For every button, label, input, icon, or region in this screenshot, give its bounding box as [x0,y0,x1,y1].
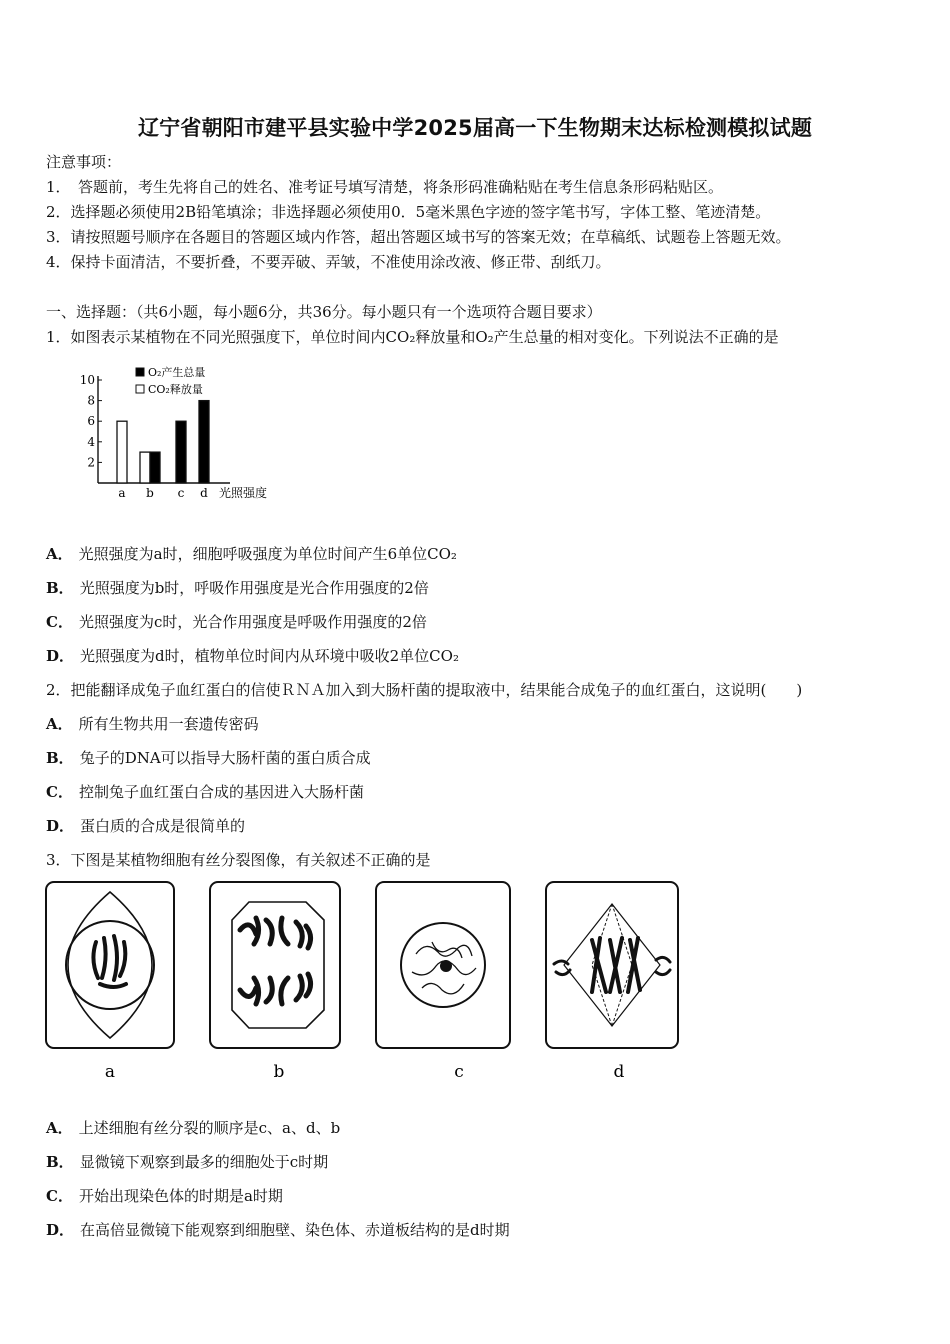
bar-o2-b [150,452,160,483]
q2-option-c: C． 控制兔子血红蛋白合成的基因进入大肠杆菌 [46,783,364,801]
cell-a-figure [46,882,174,1048]
cell-label-d: d [613,1062,625,1082]
q3-cell-figures [44,880,684,1085]
notice-item: 4．保持卡面清洁，不要折叠，不要弄破、弄皱，不准使用涂改液、修正带、刮纸刀。 [46,253,611,271]
legend-label-o2: O₂产生总量 [148,366,206,379]
notice-item: 2．选择题必须使用2B铅笔填涂；非选择题必须使用0．5毫米黑色字迹的签字笔书写，字体工整、笔迹清楚。 [46,203,771,221]
cell-label-b: b [273,1062,285,1082]
y-tick-label: 6 [87,414,95,429]
legend-swatch-co2 [136,385,144,393]
y-tick-label: 8 [87,393,95,408]
q1-option-c: C． 光照强度为c时，光合作用强度是呼吸作用强度的2倍 [46,613,427,631]
x-tick-label: b [146,486,154,500]
x-tick-label: d [200,486,208,500]
cell-label-c: c [454,1062,464,1082]
page-title: 辽宁省朝阳市建平县实验中学2025届高一下生物期末达标检测模拟试题 [137,116,813,140]
notice-heading: 注意事项： [46,153,122,171]
q2-stem: 2．把能翻译成兔子血红蛋白的信使ＲＮＡ加入到大肠杆菌的提取液中，结果能合成兔子的血红蛋白，这说明( ) [46,681,803,699]
y-tick-label: 2 [87,455,95,470]
x-tick-label: c [177,486,185,500]
bar-o2-d [199,401,209,483]
q1-option-a: A． 光照强度为a时，细胞呼吸强度为单位时间产生6单位CO₂ [46,545,457,563]
q1-stem: 1．如图表示某植物在不同光照强度下，单位时间内CO₂释放量和O₂产生总量的相对变化。下列说法不正确的是 [46,328,779,346]
q2-option-d: D． 蛋白质的合成是很简单的 [46,817,246,835]
x-tick-label: a [118,486,126,500]
q3-stem: 3．下图是某植物细胞有丝分裂图像，有关叙述不正确的是 [46,851,431,869]
cell-label-a: a [104,1062,116,1082]
q1-option-b: B． 光照强度为b时，呼吸作用强度是光合作用强度的2倍 [46,579,429,597]
q1-bar-chart [80,360,280,510]
cell-b-figure [210,882,340,1048]
bar-co2-a [117,421,127,483]
q3-option-c: C． 开始出现染色体的时期是a时期 [46,1187,283,1205]
q2-option-a: A． 所有生物共用一套遗传密码 [46,715,259,733]
legend-label-co2: CO₂释放量 [148,383,203,396]
cell-c-figure [376,882,510,1048]
legend-swatch-o2 [136,368,144,376]
q3-option-b: B． 显微镜下观察到最多的细胞处于c时期 [46,1153,329,1171]
notice-item: 3．请按照题号顺序在各题目的答题区域内作答，超出答题区域书写的答案无效；在草稿纸、试题卷上答题无效。 [46,228,791,246]
q3-option-a: A． 上述细胞有丝分裂的顺序是c、a、d、b [46,1119,341,1137]
y-tick-label: 10 [80,373,95,387]
notice-item: 1． 答题前，考生先将自己的姓名、准考证号填写清楚，将条形码准确粘贴在考生信息条形码粘贴区。 [46,178,724,196]
section-heading: 一、选择题：（共6小题，每小题6分，共36分。每小题只有一个选项符合题目要求） [46,303,602,321]
q3-option-d: D． 在高倍显微镜下能观察到细胞壁、染色体、赤道板结构的是d时期 [46,1221,510,1239]
cell-d-figure [546,882,678,1048]
bar-o2-c [176,421,186,483]
q1-option-d: D． 光照强度为d时，植物单位时间内从环境中吸收2单位CO₂ [46,647,459,665]
bar-co2-b [140,452,150,483]
y-tick-label: 4 [87,434,95,449]
x-axis-label: 光照强度 [219,486,268,500]
q2-option-b: B． 兔子的DNA可以指导大肠杆菌的蛋白质合成 [46,749,371,767]
